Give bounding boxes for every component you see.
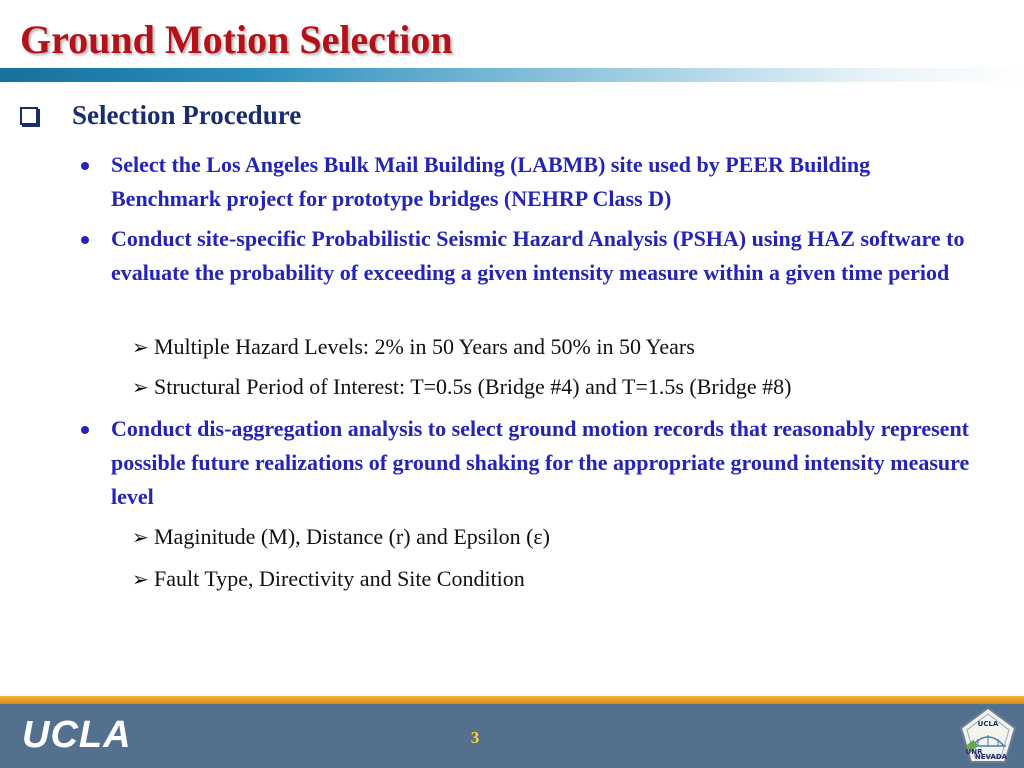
subbullet-item	[132, 520, 550, 555]
subbullet-text: Multiple Hazard Levels: 2% in 50 Years and 50% in 50 Years	[154, 334, 695, 359]
subbullet-item	[132, 330, 695, 365]
slide-footer	[0, 704, 1024, 768]
section-heading	[20, 100, 301, 131]
checkbox-bullet-icon	[20, 107, 38, 125]
subbullet-item	[132, 562, 525, 597]
subbullet-text: Maginitude (M), Distance (r) and Epsilon (ε)	[154, 524, 550, 549]
bullet-item	[78, 412, 978, 514]
bullet-dot-icon	[81, 426, 89, 434]
seal-top-text: UCLA	[977, 720, 999, 728]
partner-seal-icon	[958, 706, 1018, 766]
subbullet-item	[132, 370, 791, 405]
page-number: 3	[470, 728, 480, 747]
slide-title: Ground Motion Selection	[20, 17, 453, 62]
title-gradient-bar	[0, 68, 1024, 82]
ucla-logo: UCLA	[22, 714, 132, 756]
bullet-text: Conduct dis-aggregation analysis to select ground motion records that reasonably represent possible future realizations of ground shaking for the appropriate ground intensity measure level	[111, 416, 970, 509]
arrow-bullet-icon: ➢	[132, 377, 149, 399]
section-heading-text: Selection Procedure	[72, 100, 302, 130]
bullet-item	[78, 222, 978, 290]
seal-bottom-text: NEVADA	[974, 753, 1008, 761]
arrow-bullet-icon: ➢	[132, 337, 149, 359]
subbullet-text: Fault Type, Directivity and Site Condition	[154, 566, 525, 591]
subbullet-text: Structural Period of Interest: T=0.5s (Bridge #4) and T=1.5s (Bridge #8)	[154, 374, 792, 399]
footer-accent-line	[0, 696, 1024, 704]
bullet-text: Conduct site-specific Probabilistic Seismic Hazard Analysis (PSHA) using HAZ software to evaluate the probability of exceeding a given intensity measure within a given time period	[111, 226, 965, 285]
seal-mid-text: UNR	[965, 748, 983, 756]
bullet-text: Select the Los Angeles Bulk Mail Building (LABMB) site used by PEER Building Benchmark project for prototype bridges (NEHRP Class D)	[111, 152, 871, 211]
bullet-item	[78, 148, 978, 216]
arrow-bullet-icon: ➢	[132, 569, 149, 591]
bullet-dot-icon	[81, 236, 89, 244]
bullet-dot-icon	[81, 162, 89, 170]
arrow-bullet-icon: ➢	[132, 527, 149, 549]
